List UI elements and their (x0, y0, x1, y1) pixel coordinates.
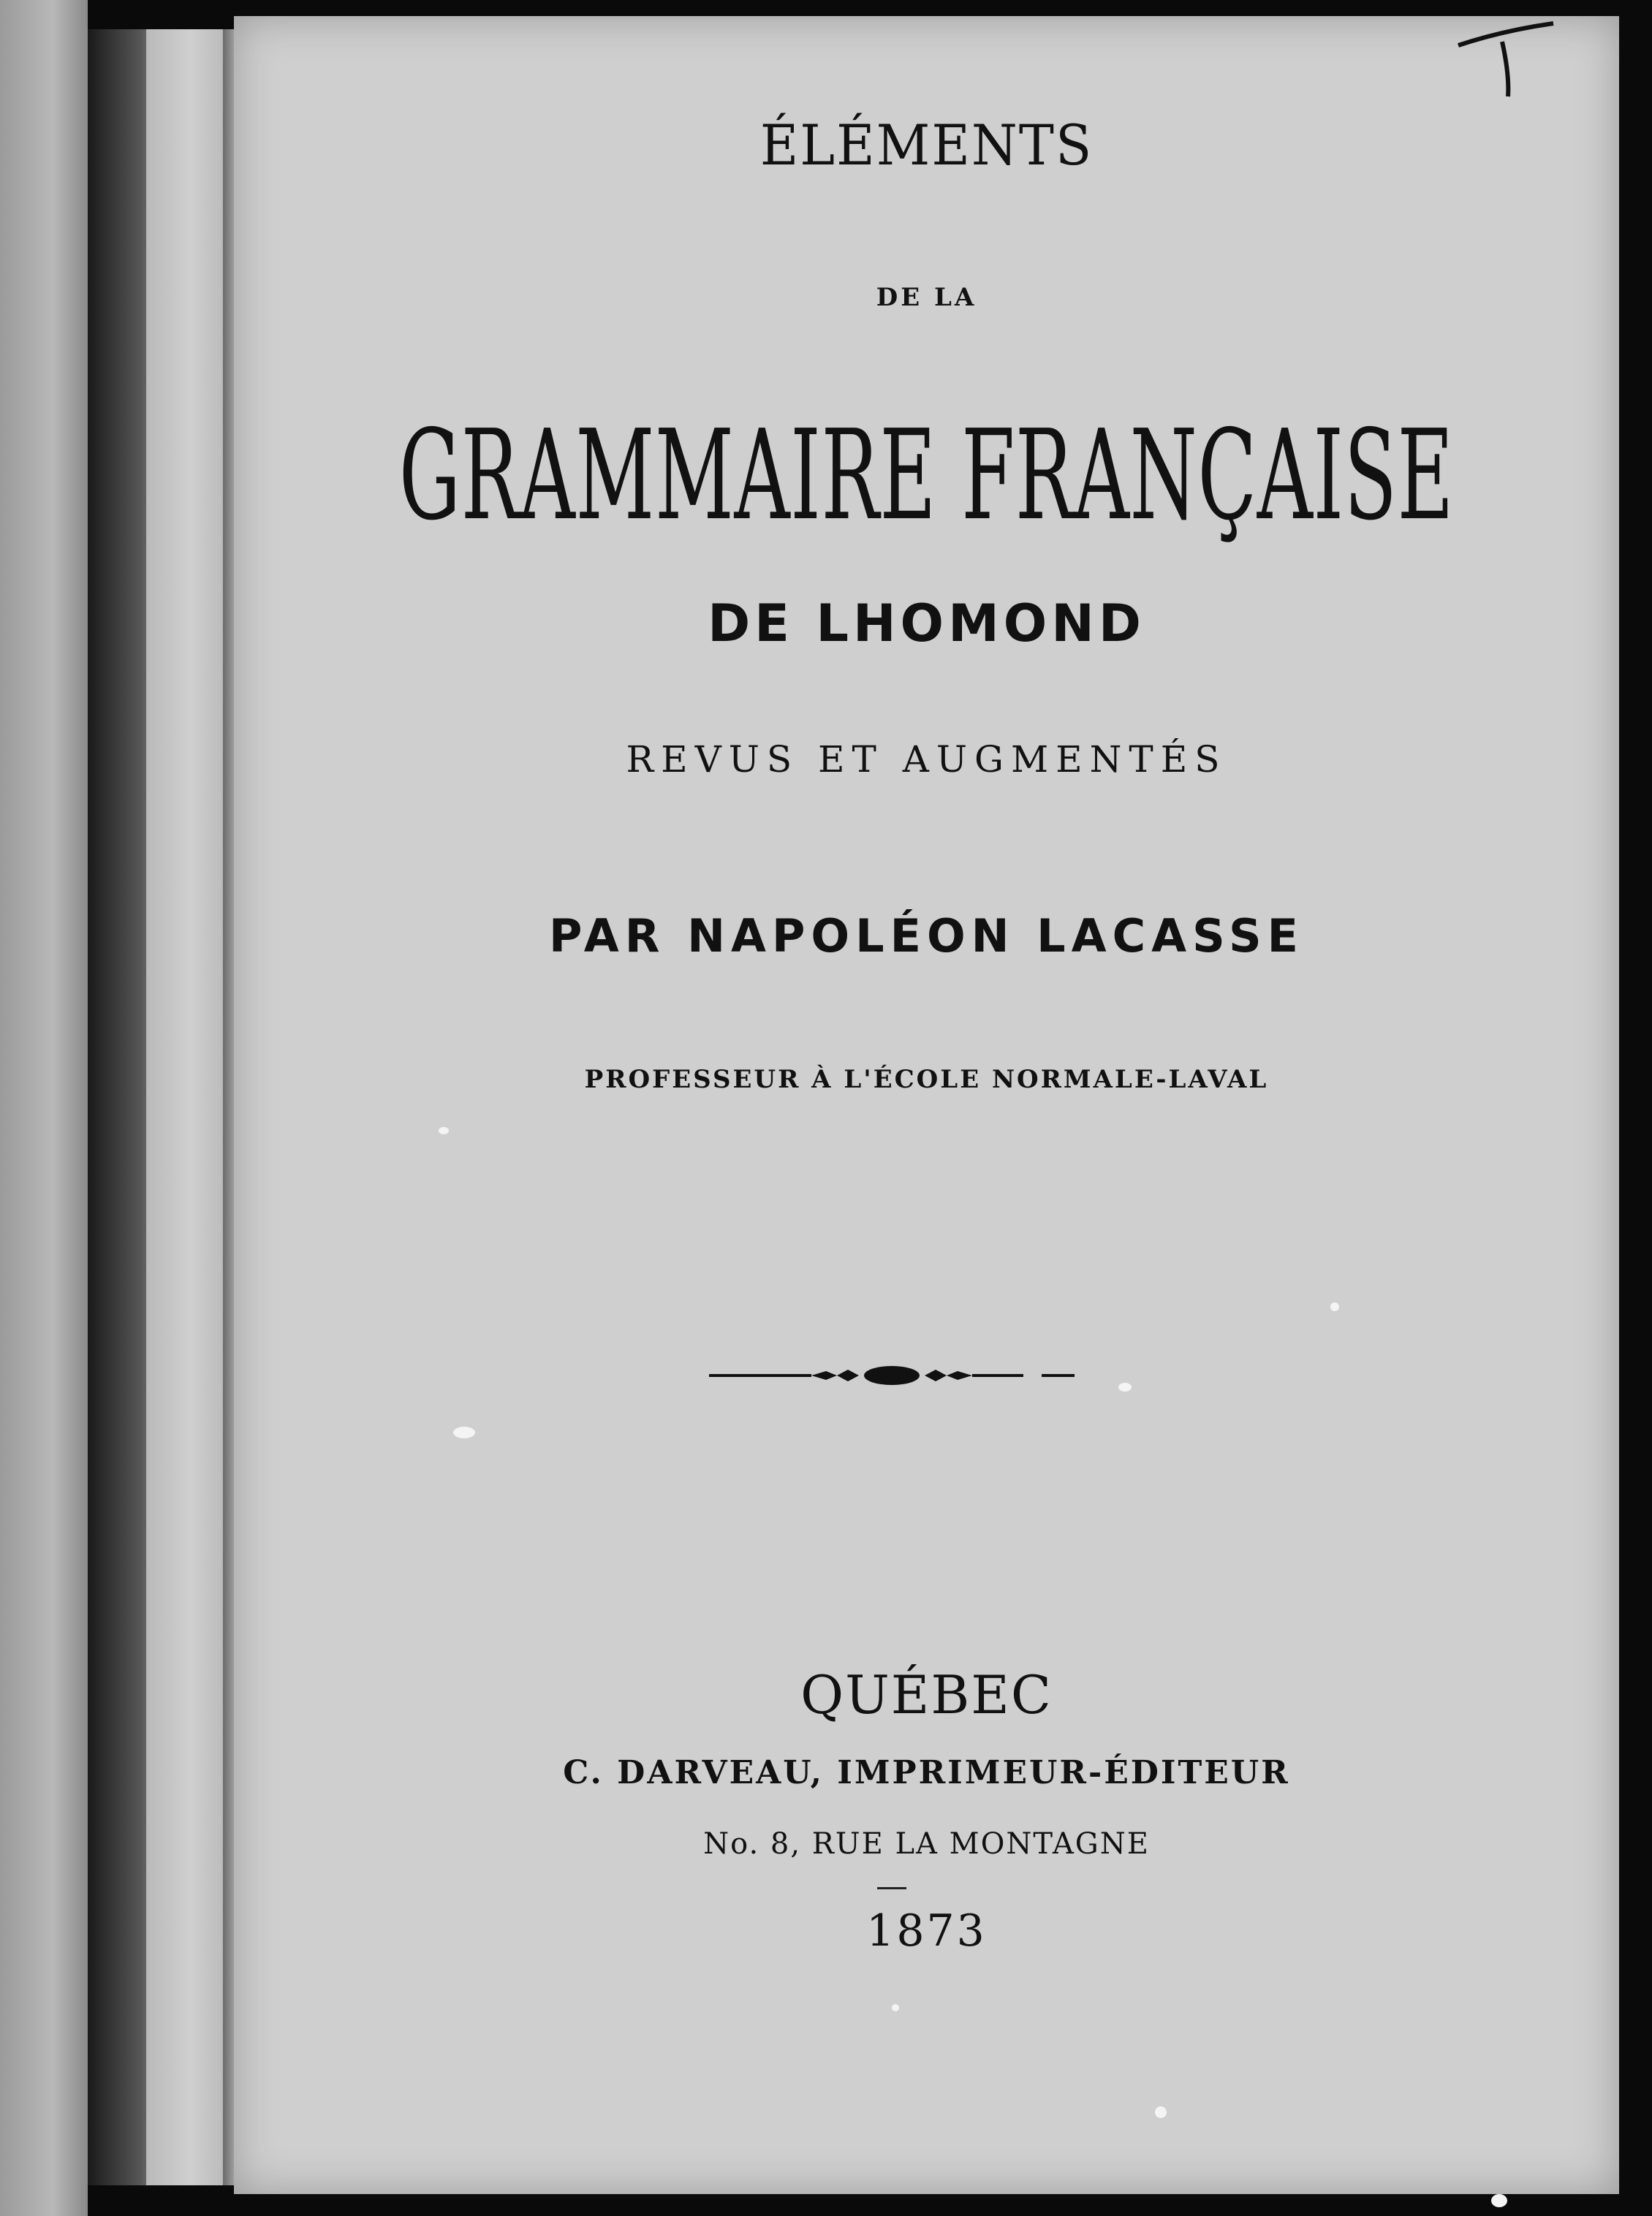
handwritten-mark-icon (1451, 9, 1568, 104)
scan-speck (1118, 1383, 1132, 1392)
scan-speck (892, 2004, 899, 2011)
heading-de-la: DE LA (876, 283, 977, 312)
scan-speck (453, 1427, 475, 1438)
imprint-rule (877, 1887, 906, 1889)
revision-note: REVUS ET AUGMENTÉS (626, 738, 1227, 781)
main-title: GRAMMAIRE FRANÇAISE (398, 403, 1455, 548)
grammar-author: DE LHOMOND (708, 593, 1145, 653)
title-page (234, 16, 1619, 2194)
scan-speck (1330, 1302, 1339, 1311)
imprint-year: 1873 (866, 1905, 987, 1957)
editor-title: PROFESSEUR À L'ÉCOLE NORMALE-LAVAL (584, 1065, 1269, 1094)
scan-speck (1491, 2194, 1507, 2207)
scan-speck (439, 1127, 449, 1134)
heading-elements: ÉLÉMENTS (759, 113, 1094, 178)
imprint-address: No. 8, RUE LA MONTAGNE (703, 1827, 1150, 1861)
binding-edge (223, 29, 235, 2185)
imprint-place: QUÉBEC (800, 1664, 1053, 1726)
ornament-rule-icon (709, 1361, 1075, 1390)
torn-binding (146, 29, 234, 2185)
editor-name: PAR NAPOLÉON LACASSE (549, 909, 1304, 963)
facing-page-fragment (0, 0, 88, 2216)
scan-speck (1155, 2106, 1167, 2118)
imprint-publisher: C. DARVEAU, IMPRIMEUR-ÉDITEUR (563, 1754, 1290, 1791)
